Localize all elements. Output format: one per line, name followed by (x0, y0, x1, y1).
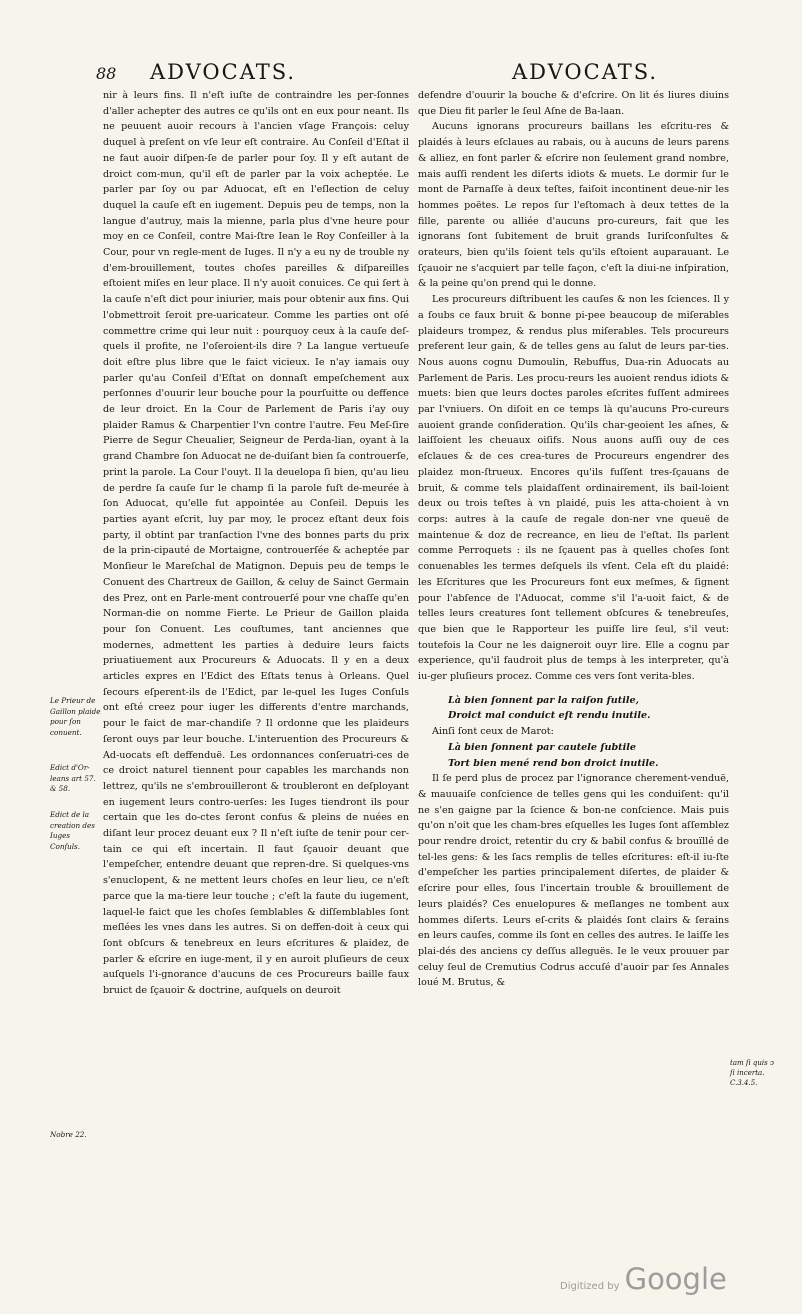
running-head-left: ADVOCATS. (150, 60, 297, 84)
left-column (103, 88, 409, 999)
margin-note: Nobre 22. (50, 1130, 87, 1139)
verse-line: Droict mal conduict eſt rendu inutile. (448, 710, 651, 722)
page-header (0, 60, 802, 88)
right-column (418, 88, 729, 991)
margin-note-right: tam ſi quis ↄ ſi incerta. C.3.4.5. (730, 1059, 774, 1087)
right-paragraph: defendre d'ouurir la bouche & d'eſcrire. On lit és liures diuins que Dieu fit parler le ſeul Aſne de Ba-laan. (418, 90, 729, 117)
watermark-brand: Google (624, 1262, 727, 1296)
running-head-right: ADVOCATS. (512, 60, 659, 84)
right-paragraph: Les procureurs diſtribuent les cauſes & non les ſciences. Il y a ſoubs ce faux bruit & bonne pi-pee beaucoup de miſerables plaideurs trompez, & rendus plus miſerables. Tels procureurs preferent leur gain, & de telles gens au ſalut de leurs par-ties. Nous auons cognu Dumoulin, Rebuffus, Dua-rin Aduocats au Parlement de Paris. Les procu-reurs les auoient rendus idiots & muets: bien que leurs doctes paroles eſcrites fuſſent admirees par l'vniuers. On diſoit en ce temps là qu'aucuns Pro-cureurs auoient grande conſideration. Qu'ils char-geoient les aſnes, & laiſſoient les cheuaux oiſifs. Nous auons auſſi ouy de ces eſclaues & de ces crea-tures de Procureurs engendrer des plaidez mon-ſtrueux. Encores qu'ils fuſſent tres-ſçauans de bruit, & comme tels plaidaſſent ordinairement, ils bail-loient deux ou trois teſtes à vn plaidé, puis les atta-choient à vn corps: autres à la cauſe de regale don-ner vne queuë de maintenue & doz de recreance, en lieu de l'eſtat. Ils parlent comme Perroquets : ils ne ſçauent pas à quelles choſes ſont conuenables les termes deſquels ils vſent. Cela eſt du plaidé: les Eſcritures que les Procureurs font eux meſmes, & ſignent pour l'abſence de l'Aduocat, comme s'il l'a-uoit faict, & de telles leurs creatures ſont tellement obſcures & tenebreuſes, que bien que le Rapporteur les puiſſe lire ſeul, s'il veut: toutefois la Cour ne les daigneroit ouyr lire. Elle a cognu par experience, qu'il faudroit plus de temps à les interpreter, qu'à iu-ger pluſieurs procez. Comme ces vers ſont verita-bles. (418, 294, 729, 683)
page-number: 88 (96, 64, 117, 83)
verse-intro: Ainſi ſont ceux de Marot: (432, 726, 554, 738)
margin-note: Le Prieur de Gaillon plaide pour ſon conuent. (50, 696, 101, 737)
google-watermark (560, 1262, 727, 1296)
right-paragraph: Aucuns ignorans procureurs baillans les eſcritu-res & plaidés à leurs eſclaues au rabais, ou à aucuns de leurs parens & alliez, en font parler & eſcrire non ſeulement grand nombre, mais auſſi rendent les diſerts idiots & muets. Le dormir ſur le mont de Parnaſſe à deux teſtes, faiſoit incontinent deue-nir les hommes poëtes. Le repos ſur l'eſtomach à deux tettes de la fille, parente ou alliée d'aucuns pro-cureurs, fait que les ignorans ſont ſubitement de bruit grands Iuriſconſultes & orateurs, bien qu'ils ſoient tels qu'ils eſtoient auparauant. Le ſçauoir ne s'acquiert par telle façon, c'eſt la diui-ne inſpiration, & la peine qu'on prend qui le donne. (418, 121, 729, 290)
margin-note: Edict de la creation des Iuges Conſuls. (50, 810, 95, 851)
verse-line: Là bien ſonnent par cautele ſubtile (448, 741, 637, 753)
margin-note: Edict d'Or-leans art 57. & 58. (50, 763, 96, 793)
left-paragraph: nir à leurs fins. Il n'eſt iuſte de contraindre les per-ſonnes d'aller achepter des autres ce qu'ils ont en eux pour neant. Ils ne peuuent auoir recours à l'ancien vſage François: celuy duquel à preſent on vſe leur eſt contraire. Au Conſeil d'Eſtat il ne faut auoir diſpen-ſe de parler pour ſoy. Il y eſt autant de droict com-mun, qu'il eſt de parler par la voix acheptée. Le parler par ſoy ou par Aduocat, eſt en l'eſlection de celuy duquel la cauſe eſt en iugement. Depuis peu de temps, non la langue d'autruy, mais la mienne, parla plus d'vne heure pour moy en ce Conſeil, contre Mai-ſtre Iean le Roy Conſeiller à la Cour, pour vn regle-ment de Iuges. Il n'y a eu ny de trouble ny d'em-brouillement, toutes choſes pareilles & diſpareilles eſtoient miſes en leur place. Il n'y auoit conuices. Ce qui ſert à la cauſe n'eſt dict pour iniurier, mais pour obtenir aux fins. Qui l'obmettroit ſeroit pre-uaricateur. Comme les parties ont oſé commettre crime qui leur nuit : pourquoy ceux à la cauſe deſ-quels il profite, ne l'oſeroient-ils dire ? La langue vertueuſe doit eſtre plus libre que le faict vicieux. Ie n'ay iamais ouy parler qu'au Conſeil d'Eſtat on donnaſt empeſchement aux perſonnes d'ouurir leur bouche pour la pourſuitte ou deffence de leur droict. En la Cour de Parlement de Paris i'ay ouy plaider Ramus & Charpentier l'vn contre l'autre. Feu Meſ-ſire Pierre de Segur Cheualier, Seigneur de Perda-lian, oyant à la grand Chambre ſon Aduocat ne de-duiſant bien ſa controuerſe, print la parole. La Cour l'ouyt. Il la deuelopa ſi bien, qu'au lieu de perdre ſa cauſe ſur le champ ſi la parole fuſt de-meurée à ſon Aduocat, qu'elle fut appointée au Conſeil. Depuis les parties ayant eſcrit, luy par moy, le procez eſtant deux fois party, il obtint par tranſaction l'vne des bonnes parts du prix de la prin-cipauté de Mortaigne, controuerſée & acheptée par Monſieur le Mareſchal de Matignon. Depuis peu de temps le Conuent des Chartreux de Gaillon, & celuy de Sainct Germain des Prez, ont en Parle-ment controuerſé pour vne chaſſe qu'en Norman-die on nomme Fierte. Le Prieur de Gaillon plaida pour ſon Conuent. Les couſtumes, tant anciennes que modernes, admettent les parties à deduire leurs faicts priuatiuement aux Procureurs & Aduocats. Il y en a deux articles expres en l'Edict des Eſtats tenus à Orleans. Quel ſecours eſperent-ils de l'Edict, par le-quel les Iuges Conſuls ont eſté creez pour iuger les differents d'entre marchands, pour le faict de mar-chandiſe ? Il ordonne que les plaideurs ſeront ouys par leur bouche. L'interuention des Procureurs & Ad-uocats eſt deffenduë. Les ordonnances conſeruatri-ces de ce droict naturel tiennent pour capables les marchands non lettrez, qu'ils ne s'embrouilleront & troubleront en deſployant en iugement leurs contro-uerſes: les Iuges tiendront ils pour certain que les do-ctes ſeront confus & pleins de nuées en diſant leur procez deuant eux ? Il n'eſt iuſte de tenir pour cer-tain ce qui eſt incertain. Il faut ſçauoir deuant que l'empeſcher, entendre deuant que repren-dre. Si quelques-vns s'enuclopent, & ne mettent leurs choſes en leur lieu, ce n'eſt parce que la ma-tiere leur touche ; c'eſt la faute du iugement, laquel-le faict que les choſes ſemblables & diſſemblables ſont meſlées les vnes dans les autres. Si on deffen-doit à ceux qui ſont obſcurs & tenebreux en leurs eſcritures & plaidez, de parler & eſcrire en iuge-ment, il y en auroit pluſieurs de ceux auſquels l'i-gnorance d'aucuns de ces Procureurs baille faux bruict de ſçauoir & doctrine, auſquels on deuroit (103, 90, 410, 997)
verse-line: Là bien ſonnent par la raiſon futile, (448, 694, 639, 706)
verse-line: Tort bien mené rend bon droict inutile. (448, 757, 659, 769)
watermark-prefix: Digitized by (560, 1281, 620, 1292)
right-paragraph: Il ſe perd plus de procez par l'ignorance cherement-venduë, & mauuaiſe conſcience de telles gens qui les conduiſent: qu'il ne s'en gaigne par la ſcience & bon-ne conſcience. Mais puis qu'on n'oit que les cham-bres eſquelles les Iuges ſont aſſemblez pour rendre droict, retentir du cry & babil confus & brouïllé de tel-les gens: & les ſacs remplis de telles eſcritures: eſt-il iu-ſte d'empeſcher les parties principalement diſertes, de plaider & eſcrire pour elles, ſous l'incertain trouble & brouillement de leurs plaidés? Ces enuelopures & meſlanges ne tombent aux hommes diſerts. Leurs eſ-crits & plaidés ſont clairs & ſerains en leurs cauſes, comme ils ſont en celles des autres. Ie laiſſe les plai-dés des anciens cy deſſus alleguës. Ie le veux prouuer par celuy ſeul de Cremutius Codrus accuſé d'auoir par ſes Annales loué M. Brutus, & (418, 773, 729, 989)
